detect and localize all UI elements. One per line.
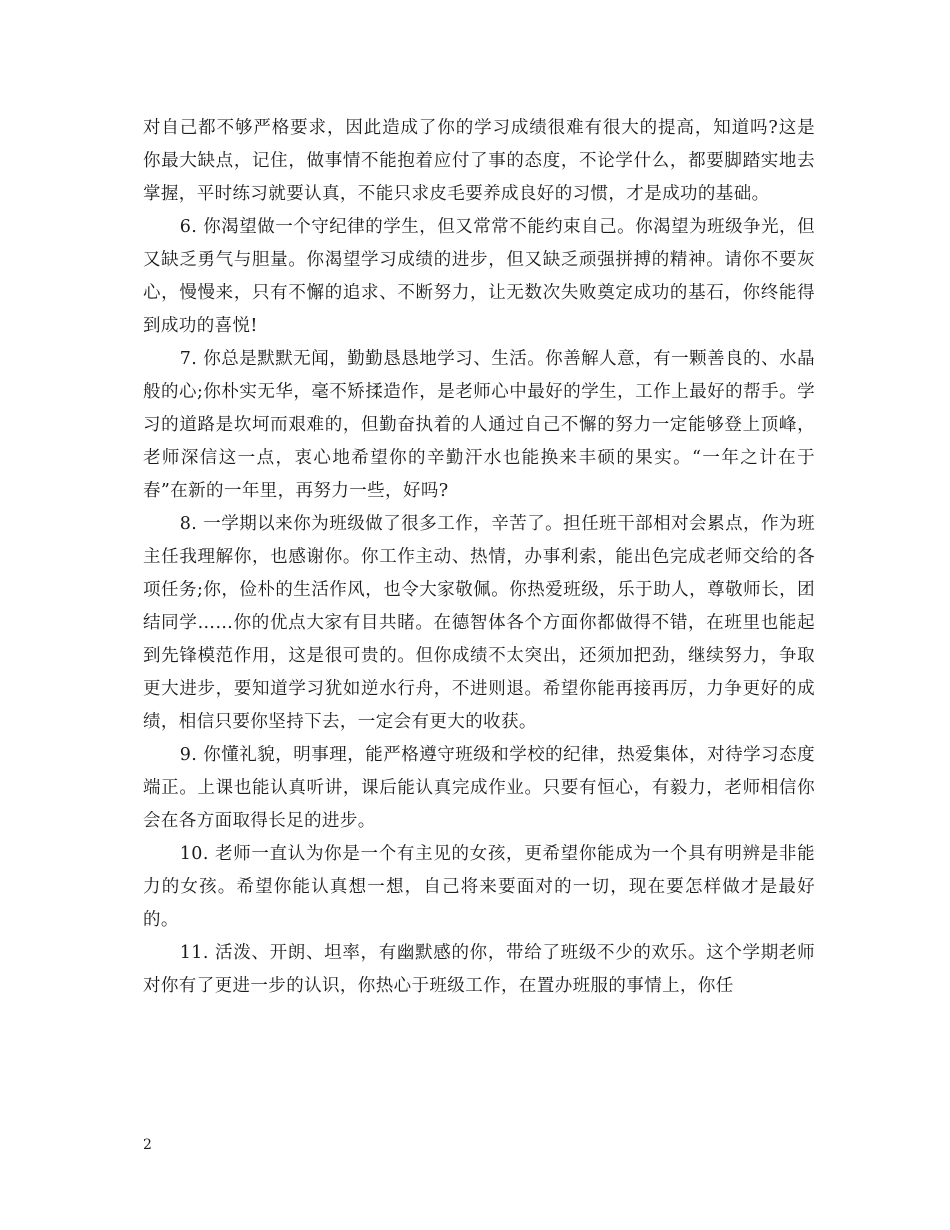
paragraph-item-6: 6. 你渴望做一个守纪律的学生，但又常常不能约束自己。你渴望为班级争光，但又缺乏勇气与胆量。你渴望学习成绩的进步，但又缺乏顽强拼搏的精神。请你不要灰心，慢慢来，只有不懈的追求、不断努力，让无数次失败奠定成功的基石，你终能得到成功的喜悦! [143, 217, 815, 336]
paragraph-item-9: 9. 你懂礼貌，明事理，能严格遵守班级和学校的纪律，热爱集体，对待学习态度端正。上课也能认真听讲，课后能认真完成作业。只要有恒心，有毅力，老师相信你会在各方面取得长足的进步。 [143, 745, 815, 831]
paragraph-item-10: 10. 老师一直认为你是一个有主见的女孩，更希望你能成为一个具有明辨是非能力的女孩。希望你能认真想一想，自己将来要面对的一切，现在要怎样做才是最好的。 [143, 844, 815, 930]
page-number: 2 [143, 1137, 152, 1153]
document-body [143, 112, 815, 1003]
paragraph-item-8: 8. 一学期以来你为班级做了很多工作，辛苦了。担任班干部相对会累点，作为班主任我理解你，也感谢你。你工作主动、热情，办事利索，能出色完成老师交给的各项任务;你，俭朴的生活作风，也令大家敬佩。你热爱班级，乐于助人，尊敬师长，团结同学……你的优点大家有目共睹。在德智体各个方面你都做得不错，在班里也能起到先锋模范作用，这是很可贵的。但你成绩不太突出，还须加把劲，继续努力，争取更大进步，要知道学习犹如逆水行舟，不进则退。希望你能再接再厉，力争更好的成绩，相信只要你坚持下去，一定会有更大的收获。 [143, 514, 815, 732]
paragraph-item-11: 11. 活泼、开朗、坦率，有幽默感的你，带给了班级不少的欢乐。这个学期老师对你有了更进一步的认识，你热心于班级工作，在置办班服的事情上，你任 [143, 943, 815, 996]
paragraph-continuation: 对自己都不够严格要求，因此造成了你的学习成绩很难有很大的提高，知道吗?这是你最大缺点，记住，做事情不能抱着应付了事的态度，不论学什么，都要脚踏实地去掌握，平时练习就要认真，不能只求皮毛要养成良好的习惯，才是成功的基础。 [143, 118, 815, 204]
paragraph-item-7: 7. 你总是默默无闻，勤勤恳恳地学习、生活。你善解人意，有一颗善良的、水晶般的心;你朴实无华，毫不矫揉造作，是老师心中最好的学生，工作上最好的帮手。学习的道路是坎坷而艰难的，但勤奋执着的人通过自己不懈的努力一定能够登上顶峰，老师深信这一点，衷心地希望你的辛勤汗水也能换来丰硕的果实。“一年之计在于春”在新的一年里，再努力一些，好吗? [143, 349, 815, 501]
